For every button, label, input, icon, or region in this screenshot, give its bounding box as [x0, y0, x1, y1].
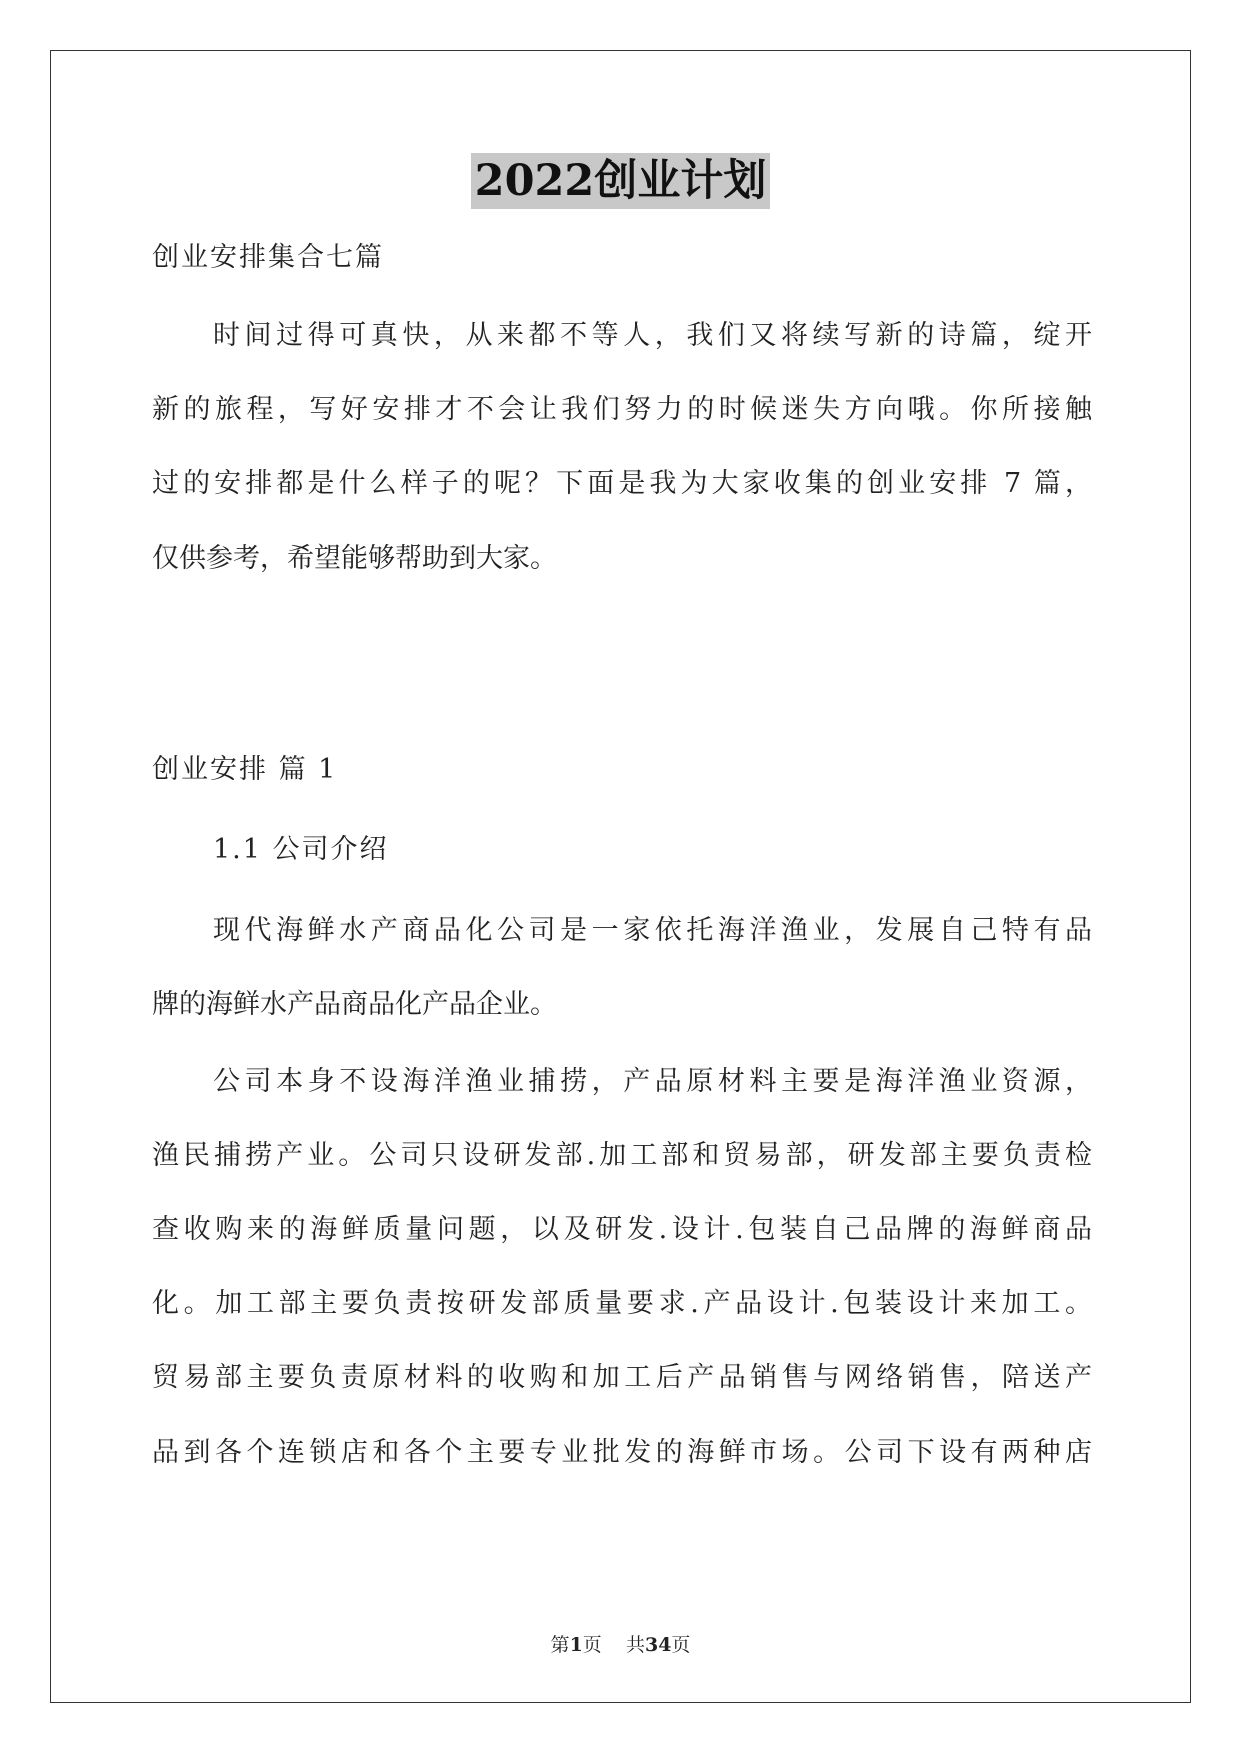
- intro-line: 过的安排都是什么样子的呢？下面是我为大家收集的创业安排 7 篇，: [152, 468, 1092, 499]
- body-line: 公司本身不设海洋渔业捕捞，产品原材料主要是海洋渔业资源，: [213, 1066, 1092, 1097]
- document-subtitle: 创业安排集合七篇: [152, 242, 384, 273]
- body-line: 牌的海鲜水产品商品化产品企业。: [152, 989, 557, 1020]
- section-heading: 创业安排 篇 1: [152, 754, 338, 785]
- body-line: 查收购来的海鲜质量问题，以及研发.设计.包装自己品牌的海鲜商品: [152, 1214, 1092, 1245]
- body-line: 化。加工部主要负责按研发部质量要求.产品设计.包装设计来加工。: [152, 1288, 1092, 1319]
- subsection-heading: 1.1 公司介绍: [213, 834, 389, 865]
- footer-mid: 页 共: [582, 1634, 645, 1656]
- intro-line: 仅供参考，希望能够帮助到大家。: [152, 543, 557, 574]
- document-title: 2022创业计划: [471, 153, 771, 209]
- footer-total-pages: 34: [644, 1634, 672, 1656]
- title-container: [0, 153, 1241, 209]
- body-line: 品到各个连锁店和各个主要专业批发的海鲜市场。公司下设有两种店: [152, 1437, 1092, 1468]
- page-footer: [0, 1633, 1241, 1657]
- footer-page-number: 1: [569, 1634, 583, 1656]
- body-line: 现代海鲜水产商品化公司是一家依托海洋渔业，发展自己特有品: [213, 915, 1092, 946]
- intro-line: 新的旅程，写好安排才不会让我们努力的时候迷失方向哦。你所接触: [152, 394, 1092, 425]
- footer-suffix: 页: [671, 1634, 691, 1656]
- intro-line: 时间过得可真快，从来都不等人，我们又将续写新的诗篇，绽开: [213, 320, 1092, 351]
- body-line: 贸易部主要负责原材料的收购和加工后产品销售与网络销售，陪送产: [152, 1362, 1092, 1393]
- body-line: 渔民捕捞产业。公司只设研发部.加工部和贸易部，研发部主要负责检: [152, 1140, 1092, 1171]
- footer-prefix: 第: [550, 1634, 570, 1656]
